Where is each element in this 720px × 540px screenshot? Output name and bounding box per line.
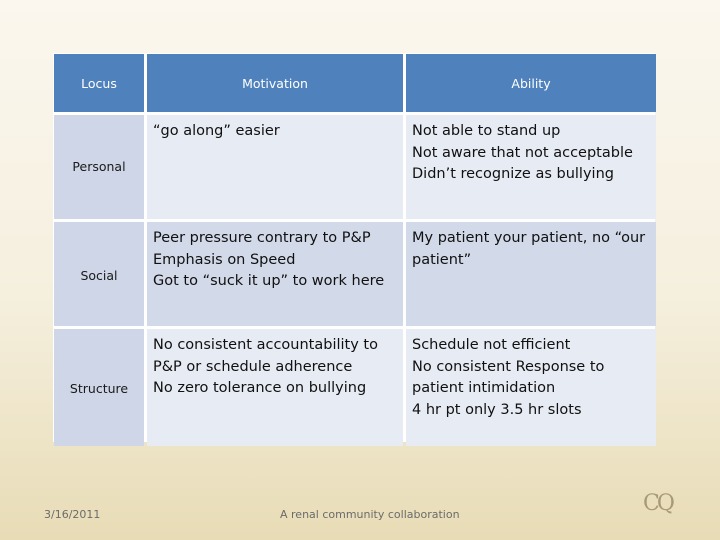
structure-motivation-line: No consistent accountability to <box>153 337 378 353</box>
structure-ability-line: 4 hr pt only 3.5 hr slots <box>412 401 582 418</box>
row-label-social: Social <box>54 222 144 326</box>
personal-ability-line: Not aware that not acceptable <box>412 144 633 161</box>
social-motivation-cell <box>147 222 403 326</box>
footer-date: 3/16/2011 <box>44 508 101 521</box>
header-locus: Locus <box>54 54 144 112</box>
social-motivation-line: Emphasis on Speed <box>153 251 296 268</box>
structure-ability-cell <box>406 329 656 446</box>
personal-motivation-line: “go along” easier <box>153 123 280 139</box>
structure-motivation-line: P&P or schedule adherence <box>153 358 353 375</box>
personal-motivation-cell <box>147 115 403 219</box>
structure-ability-line: Schedule not efficient <box>412 337 571 353</box>
locus-motivation-ability-table <box>53 53 655 442</box>
structure-motivation-cell <box>147 329 403 446</box>
footer-caption: A renal community collaboration <box>280 508 460 521</box>
structure-ability-line: patient intimidation <box>412 380 556 396</box>
structure-motivation-line: No zero tolerance on bullying <box>153 380 367 396</box>
structure-ability-line: No consistent Response to <box>412 358 605 375</box>
social-ability-line: My patient your patient, no “our <box>412 230 646 246</box>
social-motivation-line: Got to “suck it up” to work here <box>153 273 385 289</box>
header-ability: Ability <box>406 54 656 112</box>
row-label-personal: Personal <box>54 115 144 219</box>
personal-ability-line: Not able to stand up <box>412 123 561 139</box>
personal-ability-line: Didn’t recognize as bullying <box>412 166 614 182</box>
personal-ability-cell <box>406 115 656 219</box>
cq-logo-icon: CQ <box>643 491 672 516</box>
row-label-structure: Structure <box>54 329 144 446</box>
social-ability-cell <box>406 222 656 326</box>
social-motivation-line: Peer pressure contrary to P&P <box>153 230 371 246</box>
social-ability-line: patient” <box>412 251 472 268</box>
header-motivation: Motivation <box>147 54 403 112</box>
